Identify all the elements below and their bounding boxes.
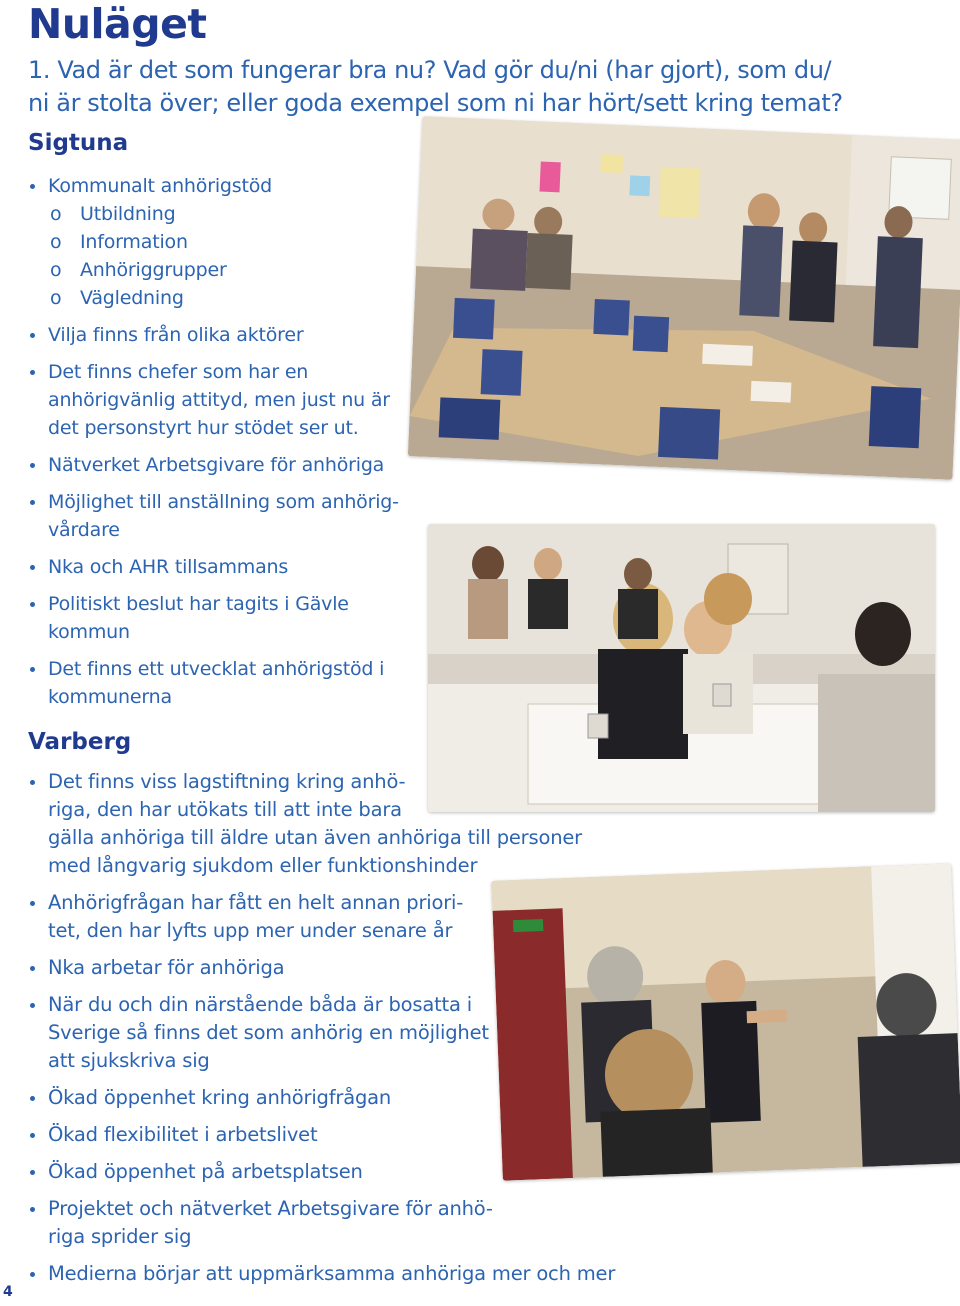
sub-item: o Vägledning <box>50 287 184 309</box>
list-item: Nätverket Arbetsgivare för anhöriga <box>28 451 448 479</box>
list-item: Anhörigfrågan har fått en helt annan priori- tet, den har lyfts upp mer under senare år <box>28 889 668 945</box>
list-item: Det finns chefer som har en anhörigvänlig attityd, men just nu är det personstyrt hur stödet ser ut. <box>28 358 448 442</box>
list-item: Ökad flexibilitet i arbetslivet <box>28 1121 668 1149</box>
sub-item: o Utbildning <box>50 203 176 225</box>
page-title: Nuläget <box>28 0 207 48</box>
list-item: Nka arbetar för anhöriga <box>28 954 668 982</box>
sub-item: o Anhöriggrupper <box>50 259 227 281</box>
varberg-heading: Varberg <box>28 729 132 755</box>
list-item: Politiskt beslut har tagits i Gävle kommun <box>28 590 448 646</box>
list-item: Det finns viss lagstiftning kring anhö- riga, den har utökats till att inte bara gälla anhöriga till äldre utan även anhöriga till personer med långvarig sjukdom eller funktionshinder <box>28 768 668 880</box>
list-item: Vilja finns från olika aktörer <box>28 321 448 349</box>
list-item: Ökad öppenhet kring anhörigfrågan <box>28 1084 668 1112</box>
list-item: Möjlighet till anställning som anhörig- vårdare <box>28 488 448 544</box>
sub-item: o Information <box>50 231 188 253</box>
workshop-photo-1 <box>408 116 960 479</box>
list-item: Kommunalt anhörigstöd o Utbildning o Information o Anhöriggrupper o Vägledning <box>28 172 448 312</box>
question-line-1: 1. Vad är det som fungerar bra nu? Vad gör du/ni (har gjort), som du/ <box>28 56 832 84</box>
varberg-list <box>28 768 668 1297</box>
page-number: 4 <box>3 1284 13 1300</box>
sigtuna-list <box>28 172 448 720</box>
workshop-photo-1-image <box>408 116 960 479</box>
list-item: Det finns ett utvecklat anhörigstöd i kommunerna <box>28 655 448 711</box>
bullet-dot <box>30 184 35 189</box>
list-item: När du och din närstående båda är bosatta i Sverige så finns det som anhörig en möjlighet att sjukskriva sig <box>28 991 668 1075</box>
list-item: Ökad öppenhet på arbetsplatsen <box>28 1158 668 1186</box>
list-item: Nka och AHR tillsammans <box>28 553 448 581</box>
question-line-2: ni är stolta över; eller goda exempel som ni har hört/sett kring temat? <box>28 89 843 117</box>
question <box>28 54 928 120</box>
list-item: Medierna börjar att uppmärksamma anhöriga mer och mer <box>28 1260 668 1288</box>
sigtuna-heading: Sigtuna <box>28 130 129 156</box>
list-item: Projektet och nätverket Arbetsgivare för anhö- riga sprider sig <box>28 1195 668 1251</box>
